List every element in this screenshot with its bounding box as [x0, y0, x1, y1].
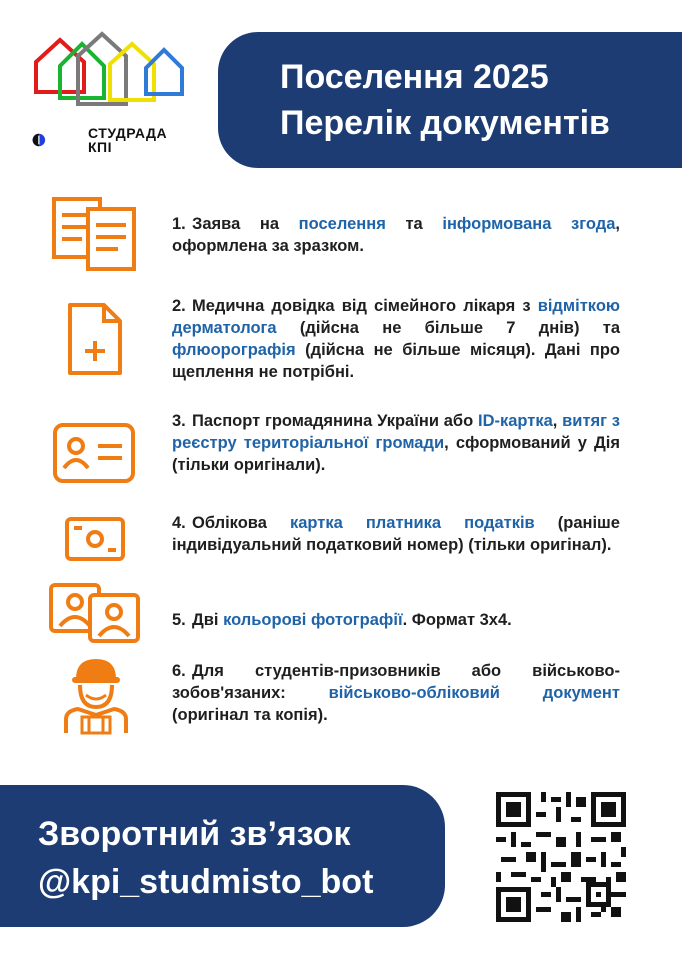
studrada-emblem-icon: [32, 118, 82, 162]
item-text: 3. Паспорт громадянина України або ID-картка, витяг з реєстру територіальної громади, сформований у Дія (тільки оригінали).: [172, 412, 620, 474]
houses-logo-icon: [30, 30, 190, 110]
medical-file-icon: [64, 301, 126, 377]
item-text: 2. Медична довідка від сімейного лікаря з відміткою дерматолога (дійсна не більше 7 днів) та флюорографія (дійсна не більше місяця). Дані про щеплення не потрібні.: [172, 297, 620, 381]
header-title: Поселення 2025: [280, 58, 549, 96]
header-banner: [218, 32, 682, 168]
item-text: 6. Для студентів-призовників або військово-зобов'язаних: військово-обліковий документ (оригінал та копія).: [172, 662, 620, 724]
bot-handle-link[interactable]: @kpi_studmisto_bot: [38, 863, 374, 901]
header-subtitle: Перелік документів: [280, 104, 610, 142]
qr-code-icon[interactable]: [496, 792, 626, 922]
footer-banner: [0, 785, 445, 927]
documents-icon: [48, 195, 140, 273]
soldier-icon: [60, 655, 132, 735]
tax-card-icon: [64, 516, 126, 562]
studrada-logo: [30, 30, 190, 170]
item-text: 4. Облікова картка платника податків (раніше індивідуальний податковий номер) (тільки оригінал).: [172, 514, 620, 554]
feedback-title: Зворотний зв’язок: [38, 815, 351, 853]
item-text: 5. Дві кольорові фотографії. Формат 3х4.: [172, 611, 512, 629]
item-text: 1. Заява на поселення та інформована згода, оформлена за зразком.: [172, 215, 620, 255]
id-card-icon: [52, 422, 136, 484]
studrada-title: СТУДРАДА КПІ: [88, 125, 168, 155]
photos-icon: [48, 582, 142, 644]
